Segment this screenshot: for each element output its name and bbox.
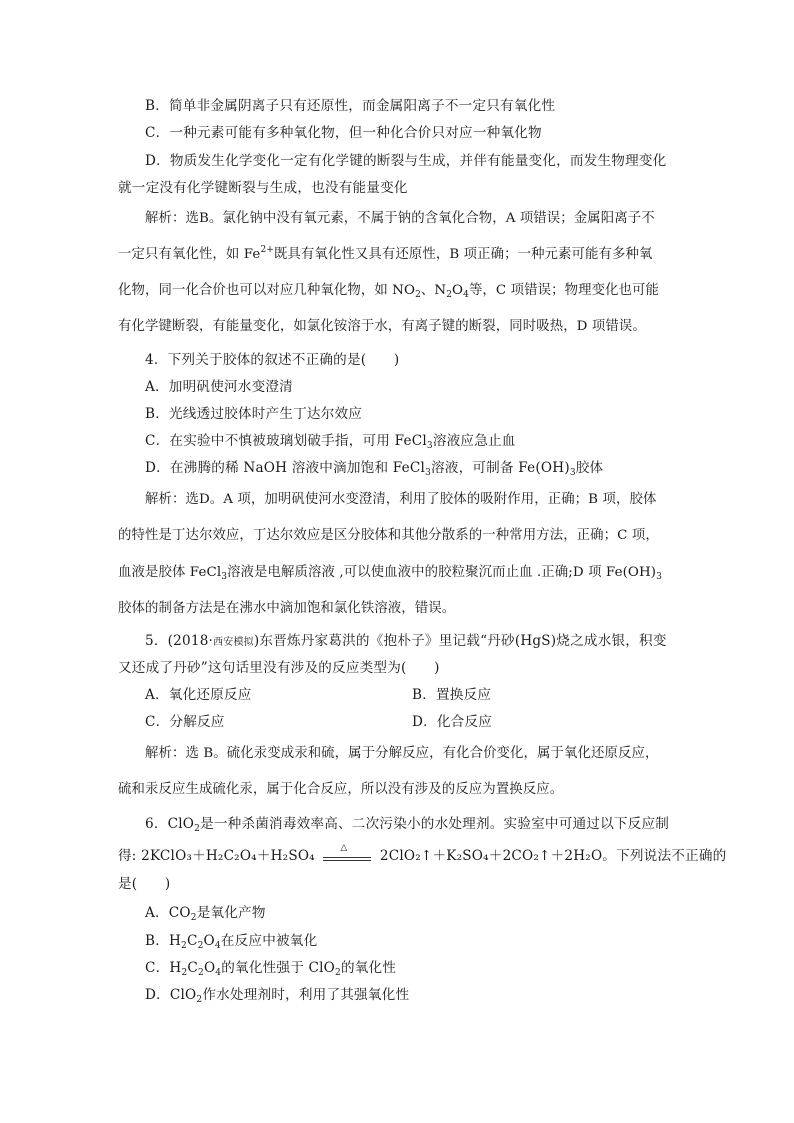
q5-options-row2: [145, 712, 745, 732]
q4-option-c: C．在实验中不慎被玻璃划破手指，可用 FeCl$_3$溶液应急止血: [145, 433, 516, 451]
q4-analysis-line4: 胶体的制备方法是在沸水中滴加饱和氯化铁溶液，错误。: [118, 601, 456, 616]
q5-option-c: C．分解反应: [145, 714, 225, 730]
q4-analysis-line1: 解析：选D。A 项，加明矾使河水变澄清，利用了胶体的吸附作用，正确；B 项，胶体: [145, 492, 657, 507]
q5-option-a: A．氧化还原反应: [145, 687, 252, 703]
q5-option-b: B．置换反应: [412, 687, 492, 703]
q4-option-a: A．加明矾使河水变澄清: [145, 379, 293, 395]
q5-stem-line1: 5．(2018·西安模拟)东晋炼丹家葛洪的《抱朴子》里记载“丹砂(HgS)烧之成水银，积变: [145, 633, 667, 649]
q4-option-b: B．光线透过胶体时产生丁达尔效应: [145, 406, 363, 422]
q3-analysis-line4: 有化学键断裂，有能量变化，如氯化铵溶于水，有离子键的断裂，同时吸热，D 项错误。: [118, 319, 646, 334]
q6-option-c: C．$H_2C_2O_4$的氧化性强于 ClO$_2$的氧化性: [145, 960, 397, 978]
q6-stem-line3: 是( ): [118, 876, 171, 892]
q6-option-d: D．ClO$_2$作水处理剂时，利用了其强氧化性: [145, 987, 410, 1005]
q5-option-d: D．化合反应: [412, 714, 493, 730]
q6-equation-line: 得: 2KClO₃＋H₂C₂O₄＋H₂SO₄ △ 2ClO₂↑＋K₂SO₄＋2CO₂↑＋2H₂O。下列说法不正确的: [118, 842, 727, 864]
q3-analysis-line1: 解析：选B。氯化钠中没有氧元素，不属于钠的含氧化合物，A 项错误；金属阳离子不: [145, 211, 655, 226]
q3-analysis-line3: 化物，同一化合价也可以对应几种氧化物，如 $NO_2$、$N_2O_4$等，C 项错误；物理变化也可能: [118, 283, 660, 300]
q5-options-row1: [145, 685, 745, 705]
q4-option-d: D．在沸腾的稀 NaOH 溶液中滴加饱和 FeCl$_3$溶液，可制备 $Fe(OH)_3$胶体: [145, 460, 604, 478]
q6-option-b: B．$H_2C_2O_4$在反应中被氧化: [145, 933, 318, 951]
q4-analysis-line3: 血液是胶体 FeCl$_3$溶液是电解质溶液 ,可以使血液中的胶粒聚沉而止血 .正确;D 项 $Fe(OH)_3$: [118, 565, 662, 582]
q6-option-a: A．$CO_2$是氧化产物: [145, 905, 266, 923]
q4-stem: 4．下列关于胶体的叙述不正确的是( ): [145, 352, 400, 368]
q3-option-b: B．简单非金属阴离子只有还原性，而金属阳离子不一定只有氧化性: [145, 98, 556, 114]
q3-option-d-line2: 就一定没有化学键断裂与生成，也没有能量变化: [118, 180, 408, 196]
q3-analysis-line2: 一定只有氧化性，如 $Fe^{2+}$既具有氧化性又具有还原性，B 项正确；一种元素可能有多种氧: [118, 245, 653, 262]
q4-analysis-line2: 的特性是丁达尔效应，丁达尔效应是区分胶体和其他分散系的一种常用方法，正确；C 项，: [118, 528, 659, 543]
q3-option-d-line1: D．物质发生化学变化一定有化学键的断裂与生成，并伴有能量变化，而发生物理变化: [145, 153, 667, 169]
q6-stem-line1: 6．ClO$_2$是一种杀菌消毒效率高、二次污染小的水处理剂。实验室中可通过以下反应制: [145, 816, 670, 834]
q5-analysis-line1: 解析：选 B。硫化汞变成汞和硫，属于分解反应，有化合价变化，属于氧化还原反应，: [145, 746, 659, 761]
q5-analysis-line2: 硫和汞反应生成硫化汞，属于化合反应，所以没有涉及的反应为置换反应。: [118, 782, 564, 797]
heating-condition-arrow: △: [323, 850, 371, 864]
q3-option-c: C．一种元素可能有多种氧化物，但一种化合价只对应一种氧化物: [145, 125, 542, 141]
q5-stem-line2: 又还成了丹砂”这句话里没有涉及的反应类型为( ): [118, 660, 440, 676]
